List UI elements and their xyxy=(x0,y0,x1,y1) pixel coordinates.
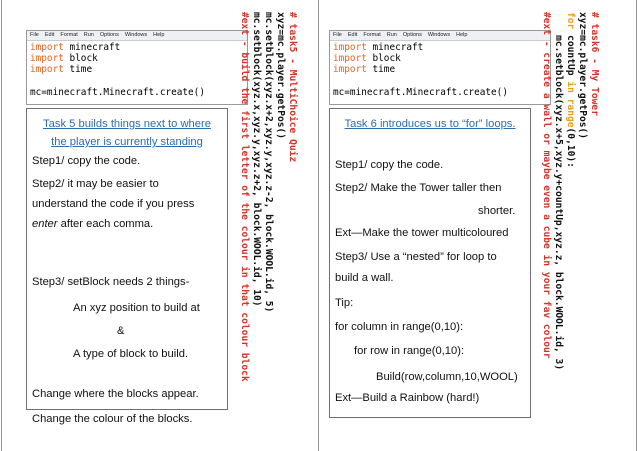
task5-title-line2: the player is currently standing xyxy=(51,136,203,148)
code-line: mc.setblock(xyz.x+5,xyz.y+countUp,xyz.z, block.WOOL.id, 3) xyxy=(553,12,564,371)
task5-card xyxy=(26,108,228,425)
code-line: (0,10): xyxy=(565,127,576,168)
menu-options[interactable]: Options xyxy=(99,32,119,38)
shell-menubar xyxy=(330,31,550,41)
task5-ampersand: & xyxy=(117,325,125,337)
task6-step2b: shorter. xyxy=(478,205,516,217)
shell-code xyxy=(330,41,550,98)
code-line: countUp xyxy=(565,29,576,82)
task6-ext2: Ext—Build a Rainbow (hard!) xyxy=(335,392,480,404)
python-shell-right xyxy=(329,30,551,105)
code-comment: # task6 - My Tower xyxy=(589,12,600,116)
code-line: xyz=mc.player.getPos() xyxy=(275,12,286,140)
task6-ext1: Ext—Make the tower multicoloured xyxy=(335,227,509,239)
code-text: block xyxy=(366,53,401,65)
menu-help[interactable]: Help xyxy=(456,32,468,38)
menu-format[interactable]: Format xyxy=(60,32,78,38)
page-edge-right xyxy=(636,0,637,451)
code-comment: #ext - create a wall or maybe even a cube in your fav colour xyxy=(541,12,552,359)
task5-position: An xyz position to build at xyxy=(73,302,200,314)
menu-help[interactable]: Help xyxy=(153,32,165,38)
code-text: time xyxy=(366,64,396,76)
task5-step2c-rest: after each comma. xyxy=(57,218,154,230)
task5-step1: Step1/ copy the code. xyxy=(32,155,141,167)
menu-edit[interactable]: Edit xyxy=(347,32,358,38)
task5-title xyxy=(27,115,227,151)
code-text: mc=minecraft.Minecraft.create() xyxy=(333,86,508,98)
shell-menubar xyxy=(27,31,247,41)
menu-windows[interactable]: Windows xyxy=(427,32,451,38)
task6-for-column: for column in range(0,10): xyxy=(335,321,464,333)
code-text: time xyxy=(63,64,93,76)
task6-step2a: Step2/ Make the Tower taller then xyxy=(335,182,502,194)
code-keyword: import xyxy=(333,42,367,53)
menu-run[interactable]: Run xyxy=(386,32,397,38)
code-text: mc=minecraft.Minecraft.create() xyxy=(30,86,205,98)
code-keyword: import xyxy=(333,64,367,76)
code-line: xyz=mc.player.getPos() xyxy=(577,12,588,140)
task5-title-line1: Task 5 builds things next to where xyxy=(43,118,211,130)
task5-step3: Step3/ setBlock needs 2 things- xyxy=(32,276,190,288)
code-line: mc.setblock(xyz.x+2,xyz.y,xyz.z-2, block.WOOL.id, 5) xyxy=(263,12,274,313)
task6-code-rotated xyxy=(540,12,600,370)
python-shell-left xyxy=(26,30,248,105)
menu-run[interactable]: Run xyxy=(83,32,94,38)
task6-step3b: build a wall. xyxy=(335,272,394,284)
menu-file[interactable]: File xyxy=(333,32,342,38)
code-comment: # task5 - MultiChoice Quiz xyxy=(287,12,298,163)
code-keyword: import xyxy=(30,53,64,65)
task6-card xyxy=(329,108,531,418)
task5-step2b: understand the code if you press xyxy=(32,198,195,210)
code-keyword: import xyxy=(333,53,367,65)
task5-step2a: Step2/ it may be easier to xyxy=(32,178,159,190)
task5-block-type: A type of block to build. xyxy=(73,348,189,360)
code-line: mc.setblock(xyz.x,xyz.y,xyz.z+2, block.WOOL.id, 10) xyxy=(251,12,262,307)
task6-tip: Tip: xyxy=(335,297,354,309)
menu-file[interactable]: File xyxy=(30,32,39,38)
task6-title: Task 6 introduces us to “for” loops. xyxy=(344,118,516,130)
task5-step2c-emphasis: enter xyxy=(32,218,58,230)
task5-change-colour: Change the colour of the blocks. xyxy=(32,413,193,425)
code-keyword: for xyxy=(565,12,576,30)
page-edge-left xyxy=(1,0,2,451)
menu-edit[interactable]: Edit xyxy=(44,32,55,38)
code-keyword: import xyxy=(30,64,64,76)
code-text: minecraft xyxy=(63,42,121,53)
menu-windows[interactable]: Windows xyxy=(124,32,148,38)
task6-step1: Step1/ copy the code. xyxy=(335,159,444,171)
menu-format[interactable]: Format xyxy=(363,32,381,38)
code-keyword: in range xyxy=(565,81,576,128)
task5-change-where: Change where the blocks appear. xyxy=(32,388,199,400)
shell-code xyxy=(27,41,247,98)
task6-for-row: for row in range(0,10): xyxy=(354,345,465,357)
code-text: minecraft xyxy=(366,42,424,53)
task5-code-rotated xyxy=(238,12,298,382)
code-text: block xyxy=(63,53,98,65)
task6-build-call: Build(row,column,10,WOOL) xyxy=(376,371,518,383)
task6-step3a: Step3/ Use a “nested” for loop to xyxy=(335,251,497,263)
task5-step2c xyxy=(32,218,153,230)
code-comment: #ext - build the first letter of the colour in that colour block xyxy=(239,12,250,382)
code-keyword: import xyxy=(30,42,64,53)
menu-options[interactable]: Options xyxy=(402,32,422,38)
page-fold-divider xyxy=(318,0,319,451)
